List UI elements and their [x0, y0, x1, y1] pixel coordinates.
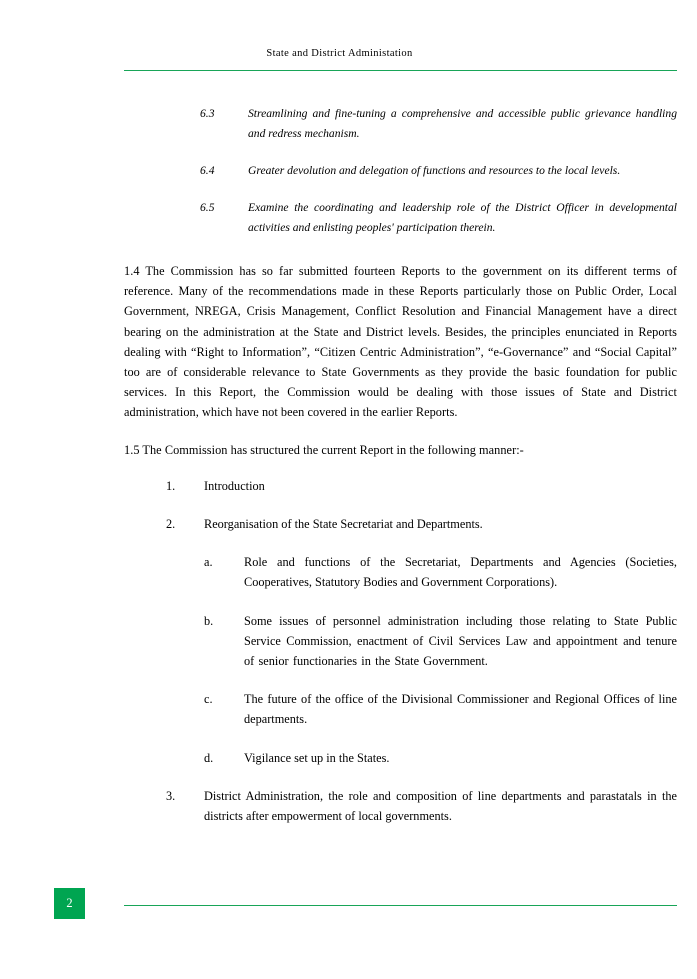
list-item	[124, 161, 677, 181]
page-number-label: 2	[66, 896, 73, 911]
outline-subitem	[124, 689, 677, 729]
outline-subitem-marker: a.	[204, 555, 213, 570]
tor-item-number: 6.4	[200, 164, 215, 177]
page-header	[0, 47, 697, 75]
tor-item-text: Streamlining and fine-tuning a comprehensive and accessible public grievance handling and redress mechanism.	[248, 107, 677, 140]
outline-subitem-marker: b.	[204, 613, 214, 628]
outline-subitem-text: Role and functions of the Secretariat, Departments and Agencies (Societies, Cooperatives, Statutory Bodies and Government Corporations).	[244, 555, 677, 590]
paragraph-1-5: 1.5 The Commission has structured the current Report in the following manner:-	[124, 442, 524, 457]
header-rule	[124, 70, 677, 71]
outline-item-text: Reorganisation of the State Secretariat and Departments.	[204, 517, 483, 532]
running-header-title: State and District Administation	[266, 48, 413, 59]
outline-item-marker: 3.	[166, 788, 176, 803]
tor-item-text: Examine the coordinating and leadership role of the District Officer in developmental activities and enlisting peoples' participation therein.	[248, 201, 677, 234]
outline-subitem-text: Some issues of personnel administration including those relating to State Public Service Commission, enactment of Civil Services Law and appointment and tenure of senior functionaries in the State Government.	[244, 613, 677, 669]
tor-item-number: 6.5	[200, 201, 215, 214]
outline-item-marker: 1.	[166, 478, 176, 493]
outline-item	[124, 514, 677, 534]
list-item	[124, 198, 677, 238]
outline-item-marker: 2.	[166, 517, 176, 532]
outline-item-text: Introduction	[204, 478, 265, 493]
footer-rule	[124, 905, 677, 906]
paragraph-1-4: 1.4 The Commission has so far submitted fourteen Reports to the government on its different terms of reference. Many of the recommendations made in these Reports particularly those on Public Order, Local Government, NREGA, Crisis Management, Conflict Resolution and Financial Management have a direct bearing on the administration at the State and District levels. Besides, the principles enunciated in Reports dealing with “Right to Information”, “Citizen Centric Administration”, “e-Governance” and “Social Capital” too are of considerable relevance to State Governments as they provide the basic foundation for public services. In this Report, the Commission would be dealing with those issues of State and District administration, which have not been covered in the earlier Reports.	[124, 264, 677, 420]
outline-item	[124, 786, 677, 826]
outline-subitem	[124, 748, 677, 768]
terms-of-reference-list	[124, 104, 677, 238]
outline-subitem-marker: c.	[204, 692, 213, 707]
list-item	[124, 104, 677, 144]
tor-item-text: Greater devolution and delegation of functions and resources to the local levels.	[248, 164, 621, 177]
page-number-badge	[54, 888, 85, 919]
tor-item-number: 6.3	[200, 107, 215, 120]
outline-subitem	[124, 611, 677, 672]
outline-item-text: District Administration, the role and composition of line departments and parastatals in the districts after empowerment of local governments.	[204, 788, 677, 824]
page-content	[124, 104, 677, 844]
outline-subitem-marker: d.	[204, 750, 214, 765]
outline-subitem-text: Vigilance set up in the States.	[244, 750, 390, 765]
outline-item	[124, 476, 677, 496]
report-structure-outline	[124, 476, 677, 826]
outline-subitem-text: The future of the office of the Divisional Commissioner and Regional Offices of line departments.	[244, 692, 677, 727]
outline-subitem	[124, 552, 677, 592]
